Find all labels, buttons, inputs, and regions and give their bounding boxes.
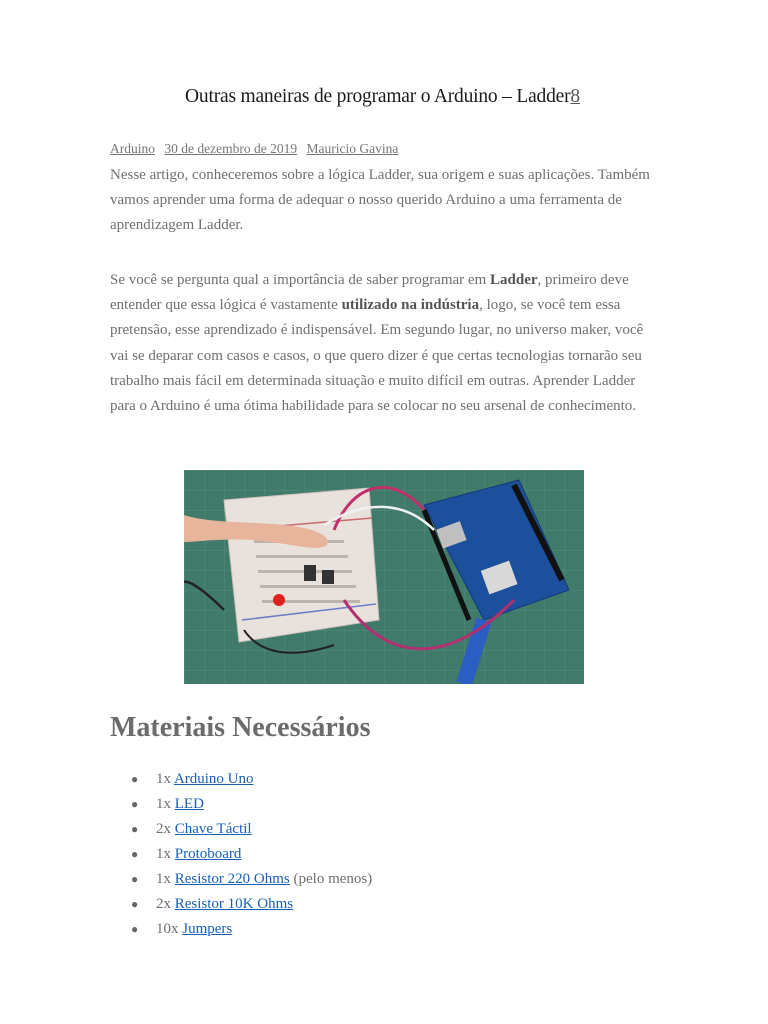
para2-text-1: Se você se pergunta qual a importância de saber programar em: [110, 272, 490, 288]
list-item: [110, 817, 372, 842]
item-link-arduino-uno[interactable]: Arduino Uno: [173, 771, 254, 787]
title-footnote-link[interactable]: 8: [570, 86, 580, 107]
list-item: [110, 867, 372, 892]
item-qty: 2x: [156, 821, 171, 837]
author-link[interactable]: Mauricio Gavina: [306, 141, 399, 156]
led-shape: [273, 594, 285, 606]
list-item: [110, 917, 372, 942]
materials-heading: Materiais Necessários: [110, 712, 371, 743]
item-qty: 10x: [156, 921, 179, 937]
bullet-icon: ●: [131, 897, 139, 911]
item-qty: 1x: [156, 846, 171, 862]
para2-text-3: , logo, se você tem essa pretensão, esse aprendizado é indispensável. Em segundo lugar, no universo maker, você vai se deparar com casos e casos, o que quero dizer é que certas tecnologias tornarão seu trabalho mais fácil em determinada situação e muito difícil em outras. Aprender Ladder para o Arduino é uma ótima habilidade para se colocar no seu arsenal de conhecimento.: [110, 297, 644, 415]
article-meta: [110, 141, 404, 157]
item-link-resistor-220[interactable]: Resistor 220 Ohms: [174, 871, 290, 887]
list-item: [110, 767, 372, 792]
item-qty: 1x: [156, 771, 171, 787]
para2-text-2: , primeiro deve entender que essa lógica é vastamente: [110, 272, 629, 314]
category-link[interactable]: Arduino: [110, 141, 155, 156]
list-item: [110, 792, 372, 817]
bullet-icon: ●: [131, 772, 139, 786]
item-link-resistor-10k[interactable]: Resistor 10K Ohms: [174, 896, 294, 912]
item-link-chave-tactil[interactable]: Chave Táctil: [174, 821, 252, 837]
list-item: [110, 892, 372, 917]
date-link[interactable]: 30 de dezembro de 2019: [164, 141, 298, 156]
item-qty: 1x: [156, 871, 171, 887]
item-qty: 2x: [156, 896, 171, 912]
item-note: (pelo menos): [289, 871, 373, 887]
para2-bold-2: utilizado na indústria: [341, 297, 480, 314]
bullet-icon: ●: [131, 822, 139, 836]
arduino-breadboard-photo: [184, 470, 584, 684]
bullet-icon: ●: [131, 922, 139, 936]
importance-paragraph: [110, 268, 655, 419]
list-item: [110, 842, 372, 867]
item-link-jumpers[interactable]: Jumpers: [182, 921, 233, 937]
intro-paragraph: Nesse artigo, conheceremos sobre a lógica Ladder, sua origem e suas aplicações. Também vamos aprender uma forma de adequar o nosso querido Arduino a uma ferramenta de aprendizagem Ladder.: [110, 167, 650, 234]
materials-list: [110, 767, 372, 942]
title-text: Outras maneiras de programar o Arduino – Ladder: [185, 86, 571, 107]
bullet-icon: ●: [131, 872, 139, 886]
item-qty: 1x: [156, 796, 171, 812]
bullet-icon: ●: [131, 847, 139, 861]
item-link-led[interactable]: LED: [174, 796, 204, 812]
item-link-protoboard[interactable]: Protoboard: [174, 846, 242, 862]
bullet-icon: ●: [131, 797, 139, 811]
para2-bold-1: Ladder: [490, 272, 538, 288]
photo-illustration: [184, 470, 584, 684]
page-title: [110, 86, 655, 108]
